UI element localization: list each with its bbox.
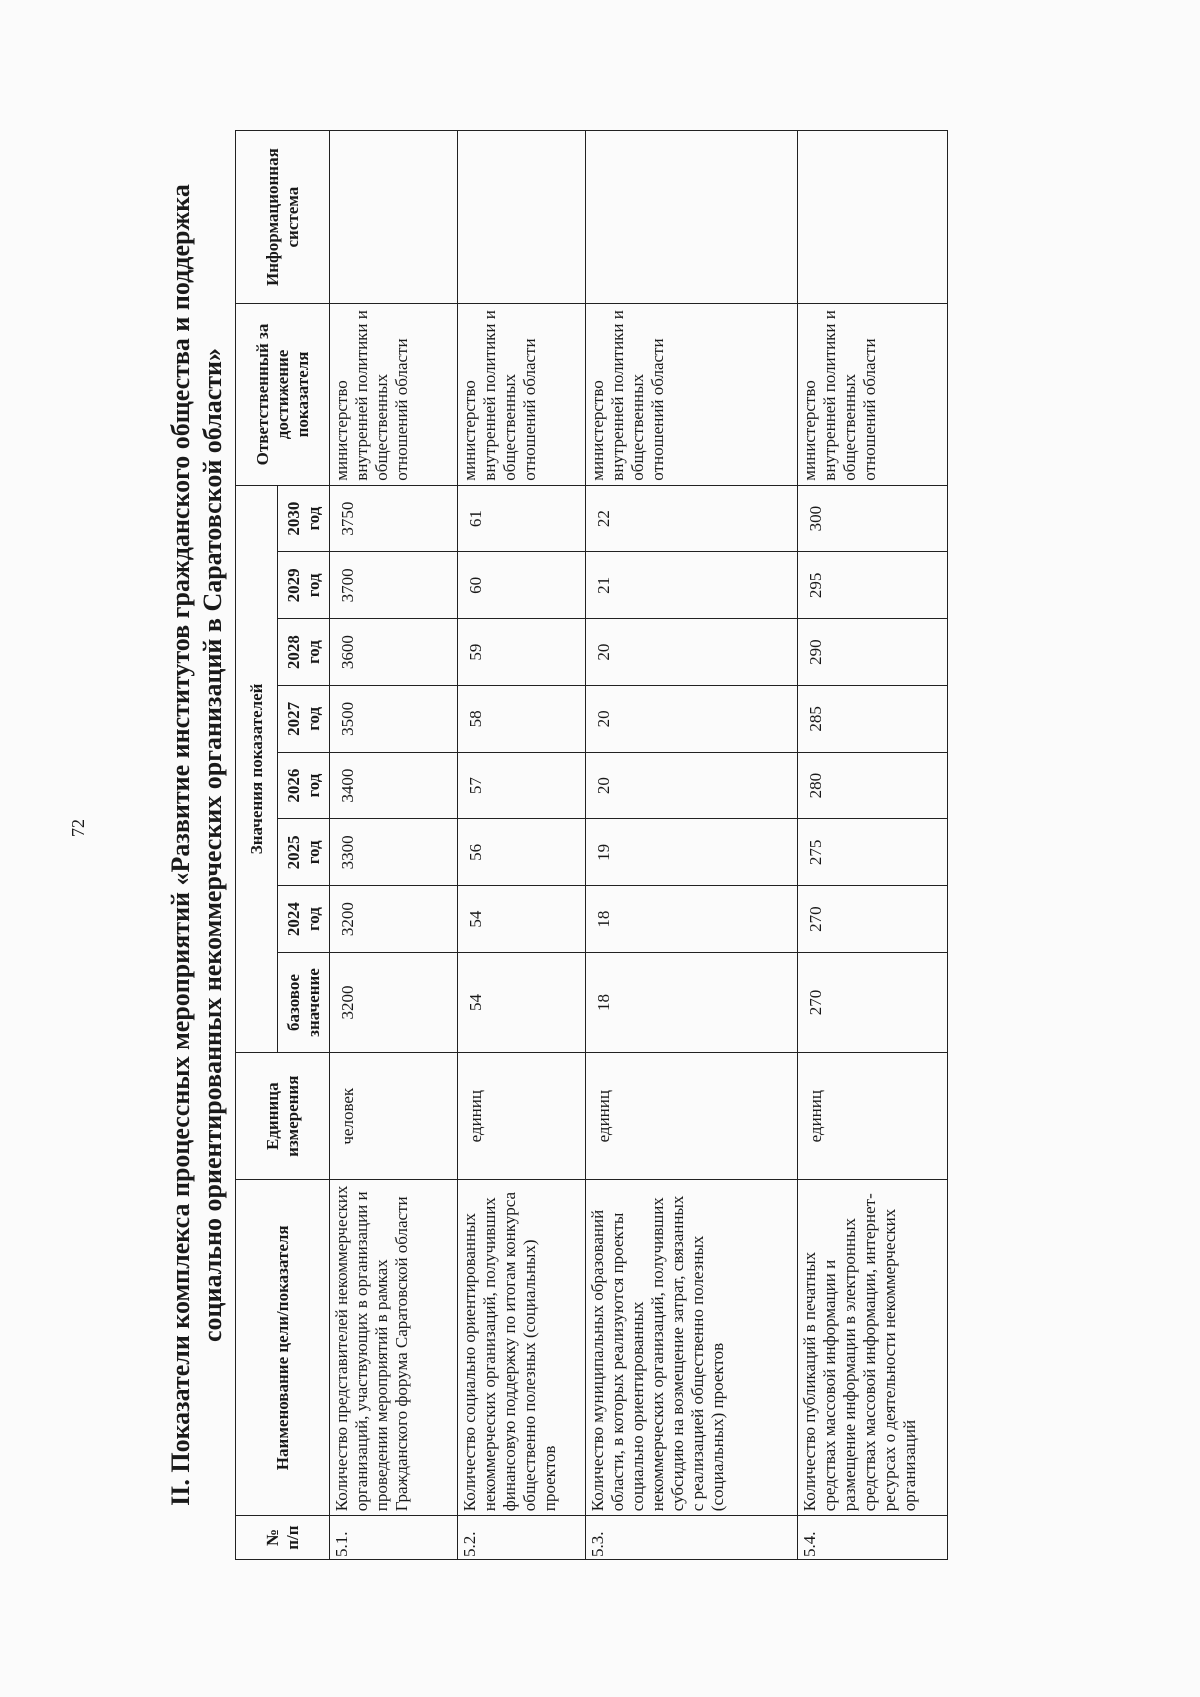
row-value-2026: 3400: [330, 752, 458, 819]
header-number: № п/п: [236, 1516, 330, 1560]
header-year-2025: 2025 год: [278, 819, 330, 886]
row-value-2028: 290: [798, 619, 948, 686]
title-line-1: II. Показатели комплекса процессных мероприятий «Развитие институтов гражданского общества и поддержка: [166, 184, 195, 1506]
row-system: [586, 131, 798, 304]
row-value-2026: 57: [458, 752, 586, 819]
header-name: Наименование цели/показателя: [236, 1180, 330, 1516]
row-responsible: министерство внутренней политики и общественных отношений области: [330, 304, 458, 485]
row-value-2024: 54: [458, 886, 586, 953]
row-value-2027: 3500: [330, 685, 458, 752]
row-value-2030: 22: [586, 485, 798, 552]
row-value-2027: 20: [586, 685, 798, 752]
row-number: 5.3.: [586, 1516, 798, 1560]
header-responsible: Ответственный за достижение показателя: [236, 304, 330, 485]
row-system: [458, 131, 586, 304]
row-number: 5.4.: [798, 1516, 948, 1560]
row-value-2030: 61: [458, 485, 586, 552]
row-value-2026: 280: [798, 752, 948, 819]
row-value-2028: 3600: [330, 619, 458, 686]
row-name: Количество представителей некоммерческих организаций, участвующих в организации и проведении мероприятий в рамках Гражданского форума Саратовской области: [330, 1180, 458, 1516]
table-row: [330, 131, 458, 1560]
row-value-2030: 3750: [330, 485, 458, 552]
table-row: [586, 131, 798, 1560]
row-value-2028: 20: [586, 619, 798, 686]
row-number: 5.1.: [330, 1516, 458, 1560]
row-system: [330, 131, 458, 304]
row-value-2026: 20: [586, 752, 798, 819]
row-value-2027: 285: [798, 685, 948, 752]
row-name: Количество муниципальных образований области, в которых реализуются проекты социально ориентированных некоммерческих организаций, получивших субсидию на возмещение затрат, связанных с реализацией общественно полезных (социальных) проектов: [586, 1180, 798, 1516]
rotated-content: [165, 130, 1065, 1560]
row-unit: единиц: [586, 1053, 798, 1180]
row-responsible: министерство внутренней политики и общественных отношений области: [458, 304, 586, 485]
row-value-2029: 295: [798, 552, 948, 619]
header-unit: Единица измерения: [236, 1053, 330, 1180]
row-name: Количество социально ориентированных некоммерческих организаций, получивших финансовую поддержку по итогам конкурса общественно полезных (социальных) проектов: [458, 1180, 586, 1516]
row-value-2028: 59: [458, 619, 586, 686]
header-year-2027: 2027 год: [278, 685, 330, 752]
row-unit: единиц: [458, 1053, 586, 1180]
row-value-2024: 18: [586, 886, 798, 953]
row-name: Количество публикаций в печатных средствах массовой информации и размещение информации в электронных средствах массовой информации, интернет-ресурсах о деятельности некоммерческих организаций: [798, 1180, 948, 1516]
header-values-group: Значения показателей: [236, 485, 278, 1052]
row-responsible: министерство внутренней политики и общественных отношений области: [586, 304, 798, 485]
header-year-2024: 2024 год: [278, 886, 330, 953]
row-base: 3200: [330, 952, 458, 1052]
row-value-2025: 275: [798, 819, 948, 886]
row-system: [798, 131, 948, 304]
title-line-2: социально ориентированных некоммерческих организаций в Саратовской области»: [198, 347, 227, 1343]
table-row: [458, 131, 586, 1560]
row-base: 18: [586, 952, 798, 1052]
row-value-2025: 56: [458, 819, 586, 886]
header-system: Информационная система: [236, 131, 330, 304]
row-value-2025: 19: [586, 819, 798, 886]
row-unit: единиц: [798, 1053, 948, 1180]
table-row: [798, 131, 948, 1560]
row-unit: человек: [330, 1053, 458, 1180]
row-value-2029: 60: [458, 552, 586, 619]
row-responsible: министерство внутренней политики и общественных отношений области: [798, 304, 948, 485]
row-value-2030: 300: [798, 485, 948, 552]
header-year-2026: 2026 год: [278, 752, 330, 819]
row-value-2025: 3300: [330, 819, 458, 886]
row-value-2029: 21: [586, 552, 798, 619]
header-year-2029: 2029 год: [278, 552, 330, 619]
page-number: 72: [68, 819, 88, 837]
header-base: базовое значение: [278, 952, 330, 1052]
row-value-2024: 270: [798, 886, 948, 953]
table-title: [165, 130, 231, 1560]
row-value-2024: 3200: [330, 886, 458, 953]
row-base: 270: [798, 952, 948, 1052]
row-value-2027: 58: [458, 685, 586, 752]
row-value-2029: 3700: [330, 552, 458, 619]
row-number: 5.2.: [458, 1516, 586, 1560]
header-year-2030: 2030 год: [278, 485, 330, 552]
indicators-table: [235, 130, 948, 1560]
row-base: 54: [458, 952, 586, 1052]
header-year-2028: 2028 год: [278, 619, 330, 686]
